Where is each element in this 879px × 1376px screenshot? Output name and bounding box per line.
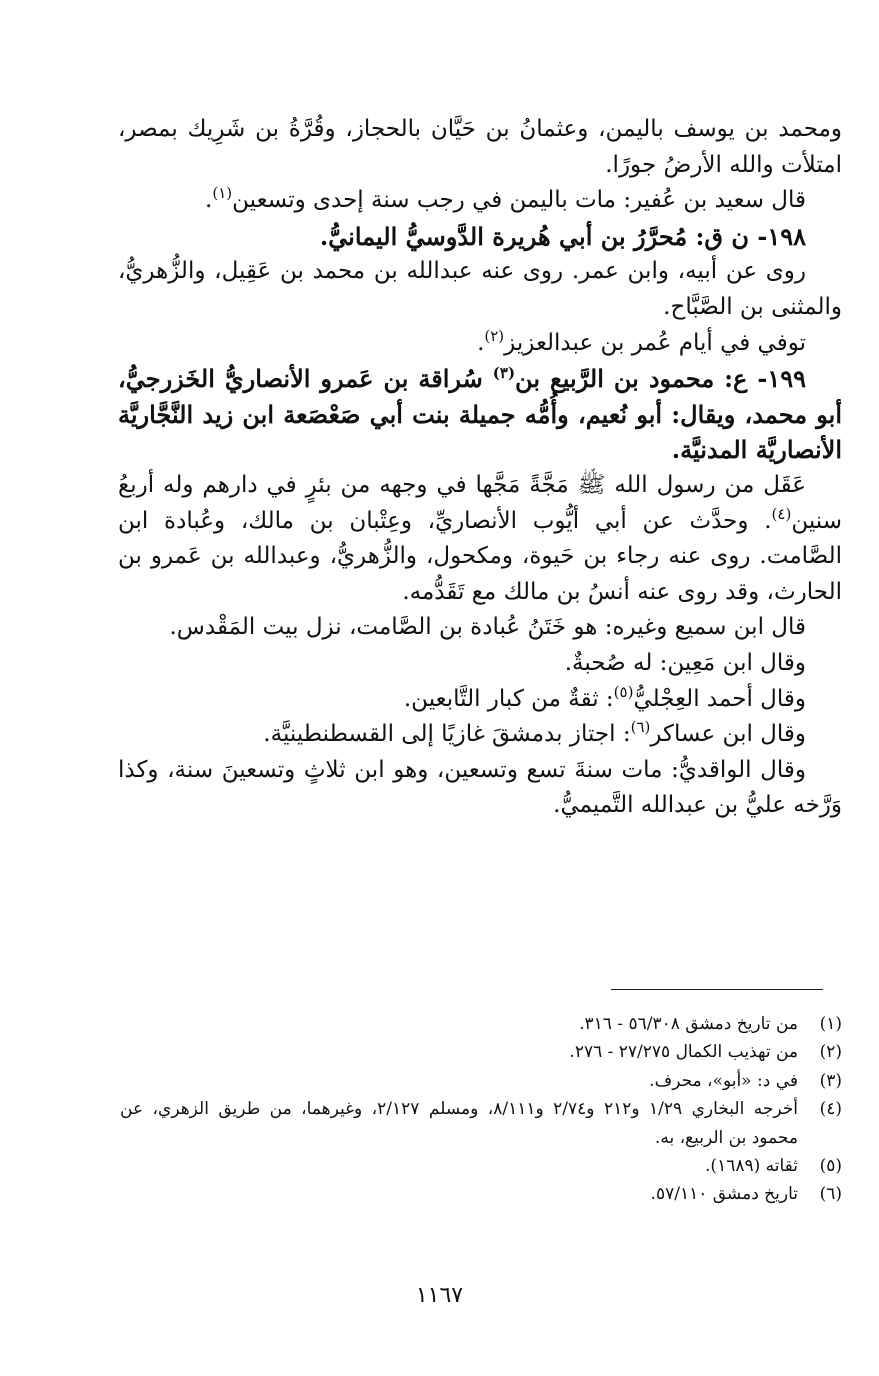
paragraph-text: عَقَل من رسول الله ﷺ مَجَّةً مَجَّها في وجهه من بئرٍ في دارهم وله أربعُ سنين <box>118 471 842 534</box>
paragraph-text-continued: سُراقة بن عَمرو الأنصاريُّ الخَزرجيُّ، أبو محمد، ويقال: أبو نُعيم، وأُمُّه جميلة بنت أبي صَعْصَعة ابن زيد النَّجَّاريَّة الأنصاريَّة المدنيَّة. <box>118 364 842 465</box>
footnote <box>120 1180 842 1208</box>
footnote <box>120 1152 842 1180</box>
paragraph-text: وقال ابن مَعِين: له صُحبةٌ. <box>564 649 806 676</box>
footnote-text: أخرجه البخاري ١/٢٩ و٢١٢ و٢/٧٤ و٨/١١١، ومسلم ٢/١٢٧، وغيرهما، من طريق الزهري، عن محمود بن الربيع، به. <box>120 1099 798 1148</box>
paragraph-text: وقال ابن عساكر <box>650 721 806 748</box>
paragraph <box>118 183 842 219</box>
paragraph-text: وقال أحمد العِجْليُّ <box>633 685 806 712</box>
paragraph <box>118 254 842 325</box>
footnote <box>120 1038 842 1066</box>
paragraph <box>118 717 842 753</box>
paragraph-text: ١٩٨- ن ق: مُحرَّرُ بن أبي هُريرة الدَّوسيُّ اليمانيُّ. <box>319 221 806 251</box>
footnote-text: في د: «أبو»، محرف. <box>649 1070 798 1091</box>
paragraph-text: وقال الواقديُّ: مات سنةَ تسع وتسعين، وهو ابن ثلاثٍ وتسعينَ سنة، وكذا وَرَّخه عليُّ بن عبدالله التَّميميُّ. <box>118 756 842 819</box>
paragraph-text-continued: : ثقةٌ من كبار التَّابعين. <box>403 685 614 712</box>
paragraph <box>118 610 842 646</box>
footnote-marker[interactable]: (٥) <box>613 682 634 701</box>
footnote-marker[interactable]: (٤) <box>771 504 792 523</box>
footnote-number: (٦) <box>819 1184 842 1205</box>
entry-heading <box>118 361 842 468</box>
main-text <box>118 112 842 824</box>
footnote-marker[interactable]: (٦) <box>630 718 651 737</box>
footnote-number: (٢) <box>819 1042 842 1063</box>
entry-heading <box>118 219 842 255</box>
footnote <box>120 1010 842 1038</box>
footnote-number: (٣) <box>819 1070 842 1091</box>
footnote-text: تاريخ دمشق ٥٧/١١٠. <box>650 1184 798 1205</box>
paragraph <box>118 112 842 183</box>
paragraph <box>118 753 842 824</box>
paragraph-text: قال ابن سميع وغيره: هو خَتَنُ عُبادة بن الصَّامت، نزل بيت المَقْدس. <box>169 614 806 641</box>
footnote-marker[interactable]: (٣) <box>492 364 516 383</box>
paragraph-text-continued: . وحدَّث عن أبي أيُّوب الأنصاريِّ، وعِتْبان بن مالك، وعُبادة ابن الصَّامت. روى عنه رجاء بن حَيوة، ومكحول، والزُّهريُّ، وعبدالله بن عَمرو بن الحارث، وقد روى عنه أنسُ بن مالك مع تَقَدُّمه. <box>118 507 842 605</box>
footnote-text: من تاريخ دمشق ٥٦/٣٠٨ - ٣١٦. <box>579 1014 798 1034</box>
footnote-separator <box>611 989 823 990</box>
footnote-marker[interactable]: (٢) <box>484 326 505 345</box>
paragraph <box>118 326 842 362</box>
paragraph-text: ومحمد بن يوسف باليمن، وعثمانُ بن حَيَّان بالحجاز، وقُرَّةُ بن شَرِيك بمصر، امتلأت والله الأرضُ جورًا. <box>118 116 842 178</box>
footnote-number: (١) <box>819 1014 842 1034</box>
footnote-text: ثقاته (١٦٨٩). <box>705 1156 798 1177</box>
page-number: ١١٦٧ <box>415 1283 464 1308</box>
paragraph-text: ١٩٩- ع: محمود بن الرَّبيع بن <box>515 364 806 394</box>
paragraph <box>118 646 842 682</box>
footnote-number: (٤) <box>819 1099 842 1120</box>
footnote-number: (٥) <box>819 1156 842 1177</box>
paragraph-text: قال سعيد بن عُفير: مات باليمن في رجب سنة إحدى وتسعين <box>232 187 806 214</box>
footnote <box>120 1095 842 1152</box>
footnote-text: من تهذيب الكمال ٢٧/٢٧٥ - ٢٧٦. <box>569 1042 798 1063</box>
footnote <box>120 1067 842 1095</box>
paragraph-text-continued: . <box>205 187 213 214</box>
footnote-marker[interactable]: (١) <box>212 184 233 203</box>
footnotes <box>120 1010 842 1209</box>
paragraph-text: روى عن أبيه، وابن عمر. روى عنه عبدالله بن محمد بن عَقِيل، والزُّهريُّ، والمثنى بن الصَّبَّاح. <box>118 258 842 320</box>
paragraph <box>118 682 842 718</box>
paragraph-text-continued: . <box>477 329 485 356</box>
paragraph <box>118 468 842 610</box>
paragraph-text: توفي في أيام عُمر بن عبدالعزيز <box>504 329 806 356</box>
paragraph-text-continued: : اجتاز بدمشقَ غازيًا إلى القسطنطينيَّة. <box>263 721 631 748</box>
